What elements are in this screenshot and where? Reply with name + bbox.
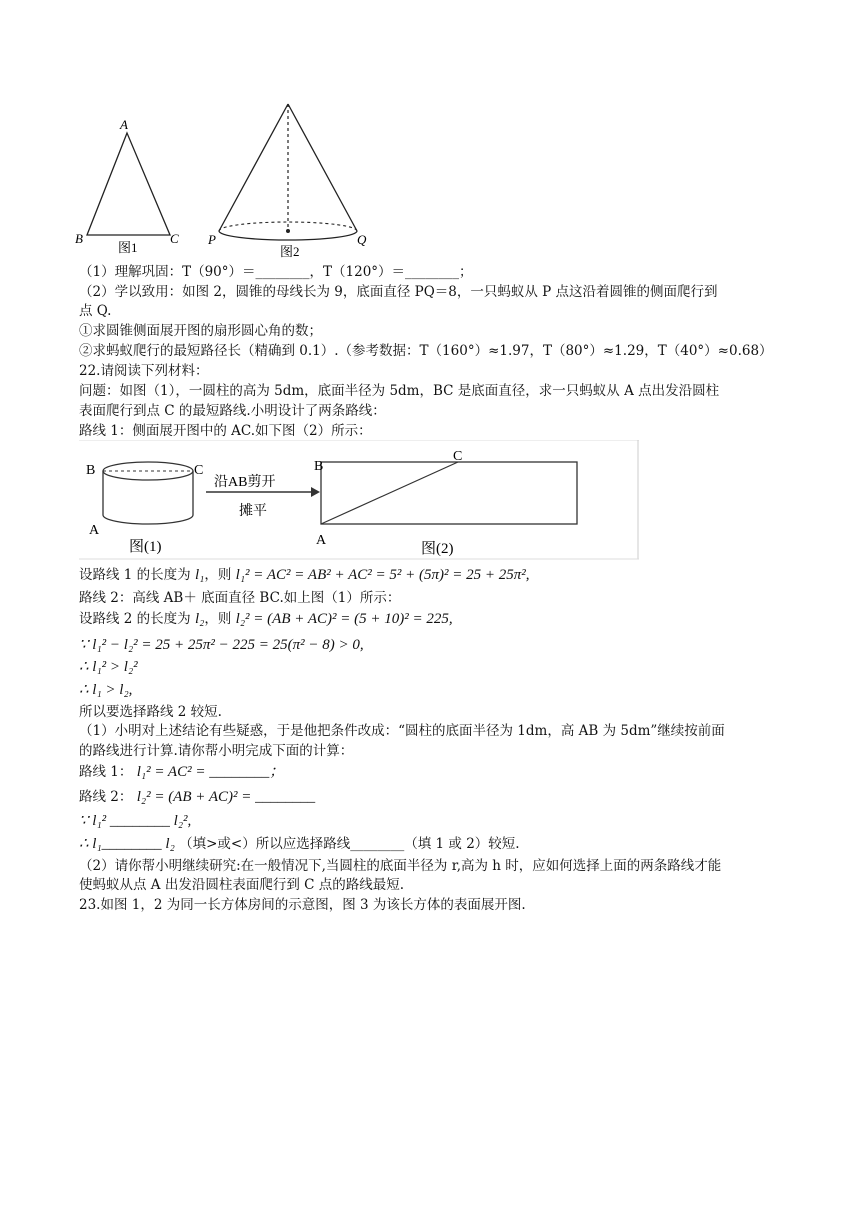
sub-2-line-a: （2）请你帮小明继续研究:在一般情况下,当圆柱的底面半径为 r,高为 h 时，应如何选择上面的两条路线才能: [79, 858, 722, 874]
fill-route-2: [79, 788, 315, 806]
r2-then: ，则: [204, 611, 232, 627]
figure-1-caption: 图1: [118, 240, 138, 255]
line-understand: （1）理解巩固：T（90°）＝________，T（120°）＝________；: [79, 264, 473, 280]
route-1-intro: 路线 1：侧面展开图中的 AC.如下图（2）所示：: [79, 423, 372, 439]
conclusion-route-2: 所以要选择路线 2 较短.: [79, 704, 222, 720]
route-2-intro: 路线 2：高线 AB＋ 底面直径 BC.如上图（1）所示：: [79, 590, 401, 606]
figure-2-cone: [205, 98, 375, 260]
cone-base-center: [286, 229, 290, 233]
cyl-b-label: B: [86, 463, 96, 478]
r2-prefix: 设路线 2 的长度为: [79, 611, 191, 627]
problem-line-b: 表面爬行到点 C 的最短路线.小明设计了两条路线：: [79, 403, 386, 419]
fill-note: （填>或<）所以应选择路线________（填 1 或 2）较短.: [179, 836, 520, 852]
route-1-length: [79, 566, 530, 584]
vertex-c-label: C: [170, 231, 179, 246]
route-2-length: [79, 610, 453, 628]
line-apply-b: 点 Q.: [79, 303, 112, 319]
question-23-title: 23.如图 1，2 为同一长方体房间的示意图，图 3 为该长方体的表面展开图.: [79, 897, 526, 913]
figure-1-triangle: [70, 112, 190, 260]
problem-line-a: 问题：如图（1），一圆柱的高为 5dm，底面半径为 5dm，BC 是底面直径，求一只蚂蚁从 A 点出发沿圆柱: [79, 383, 720, 399]
line-apply-a: （2）学以致用：如图 2，圆锥的母线长为 9，底面直径 PQ＝8，一只蚂蚁从 P 点这沿着圆锥的侧面爬行到: [79, 284, 718, 300]
r1-prefix: 设路线 1 的长度为: [79, 567, 191, 583]
r2-equation: l₂² = (AB + AC)² = (5 + 10)² = 225,: [235, 611, 453, 627]
unfolded-rectangle: [321, 462, 577, 524]
sub-1-line-a: （1）小明对上述结论有些疑惑，于是他把条件改成：“圆柱的底面半径为 1dm，高 AB 为 5dm”继续按前面: [79, 723, 725, 739]
arrow-head-icon: [311, 487, 320, 497]
cyl-caption-2: 图(2): [421, 541, 454, 557]
fill-route-1: [79, 763, 284, 781]
diagonal-ac: [321, 462, 458, 524]
therefore-lengths: ∴ l₁ > l₂,: [79, 682, 133, 698]
figure-2-caption: 图2: [280, 244, 300, 259]
r2-symbol: l₂: [194, 611, 205, 627]
cyl-c-label: C: [194, 463, 204, 478]
vertex-b-label: B: [75, 231, 83, 246]
r1-symbol: l₁: [194, 567, 205, 583]
r1-then: ，则: [204, 567, 232, 583]
cyl-caption-1: 图(1): [129, 539, 162, 555]
point-p-label: P: [208, 232, 216, 247]
cylinder-figure: [79, 440, 641, 562]
therefore-compare-eq[interactable]: ∴ l₁________ l₂: [79, 836, 175, 852]
sub-2-line-b: 使蚂蚁从点 A 出发沿圆柱表面爬行到 C 点的路线最短.: [79, 877, 405, 893]
point-q-label: Q: [357, 232, 367, 247]
rect-b-label: B: [314, 459, 324, 474]
rect-a-label: A: [316, 533, 327, 548]
sub-1-line-b: 的路线进行计算.请你帮小明完成下面的计算：: [79, 743, 354, 759]
arrow-top-label: 沿AB剪开: [214, 475, 276, 490]
fill-route-1-label: 路线 1：: [79, 764, 133, 780]
since-difference: ∵ l₁² − l₂² = 25 + 25π² − 225 = 25(π² − 8) > 0,: [79, 637, 364, 653]
question-22-title: 22.请阅读下列材料：: [79, 363, 209, 379]
vertex-a-label: A: [120, 117, 128, 132]
fill-route-2-label: 路线 2：: [79, 789, 133, 805]
arrow-bottom-label: 摊平: [239, 504, 267, 519]
therefore-compare: [79, 835, 520, 853]
fill-route-1-eq[interactable]: l₁² = AC² = ________；: [136, 764, 285, 780]
triangle-shape: [87, 133, 170, 235]
fill-route-2-eq[interactable]: l₂² = (AB + AC)² = ________: [136, 789, 316, 805]
line-item-2: ②求蚂蚁爬行的最短路径长（精确到 0.1）.（参考数据：T（160°）≈1.97，T（80°）≈1.29，T（40°）≈0.68）: [79, 343, 773, 359]
line-item-1: ①求圆锥侧面展开图的扇形圆心角的数；: [79, 323, 322, 339]
since-compare[interactable]: ∵ l₁² ________ l₂²,: [79, 813, 192, 829]
r1-equation: l₁² = AC² = AB² + AC² = 5² + (5π)² = 25 + 25π²,: [235, 567, 530, 583]
therefore-squares: ∴ l₁² > l₂²: [79, 659, 138, 675]
rect-c-label: C: [453, 449, 463, 464]
cyl-a-label: A: [89, 523, 100, 538]
